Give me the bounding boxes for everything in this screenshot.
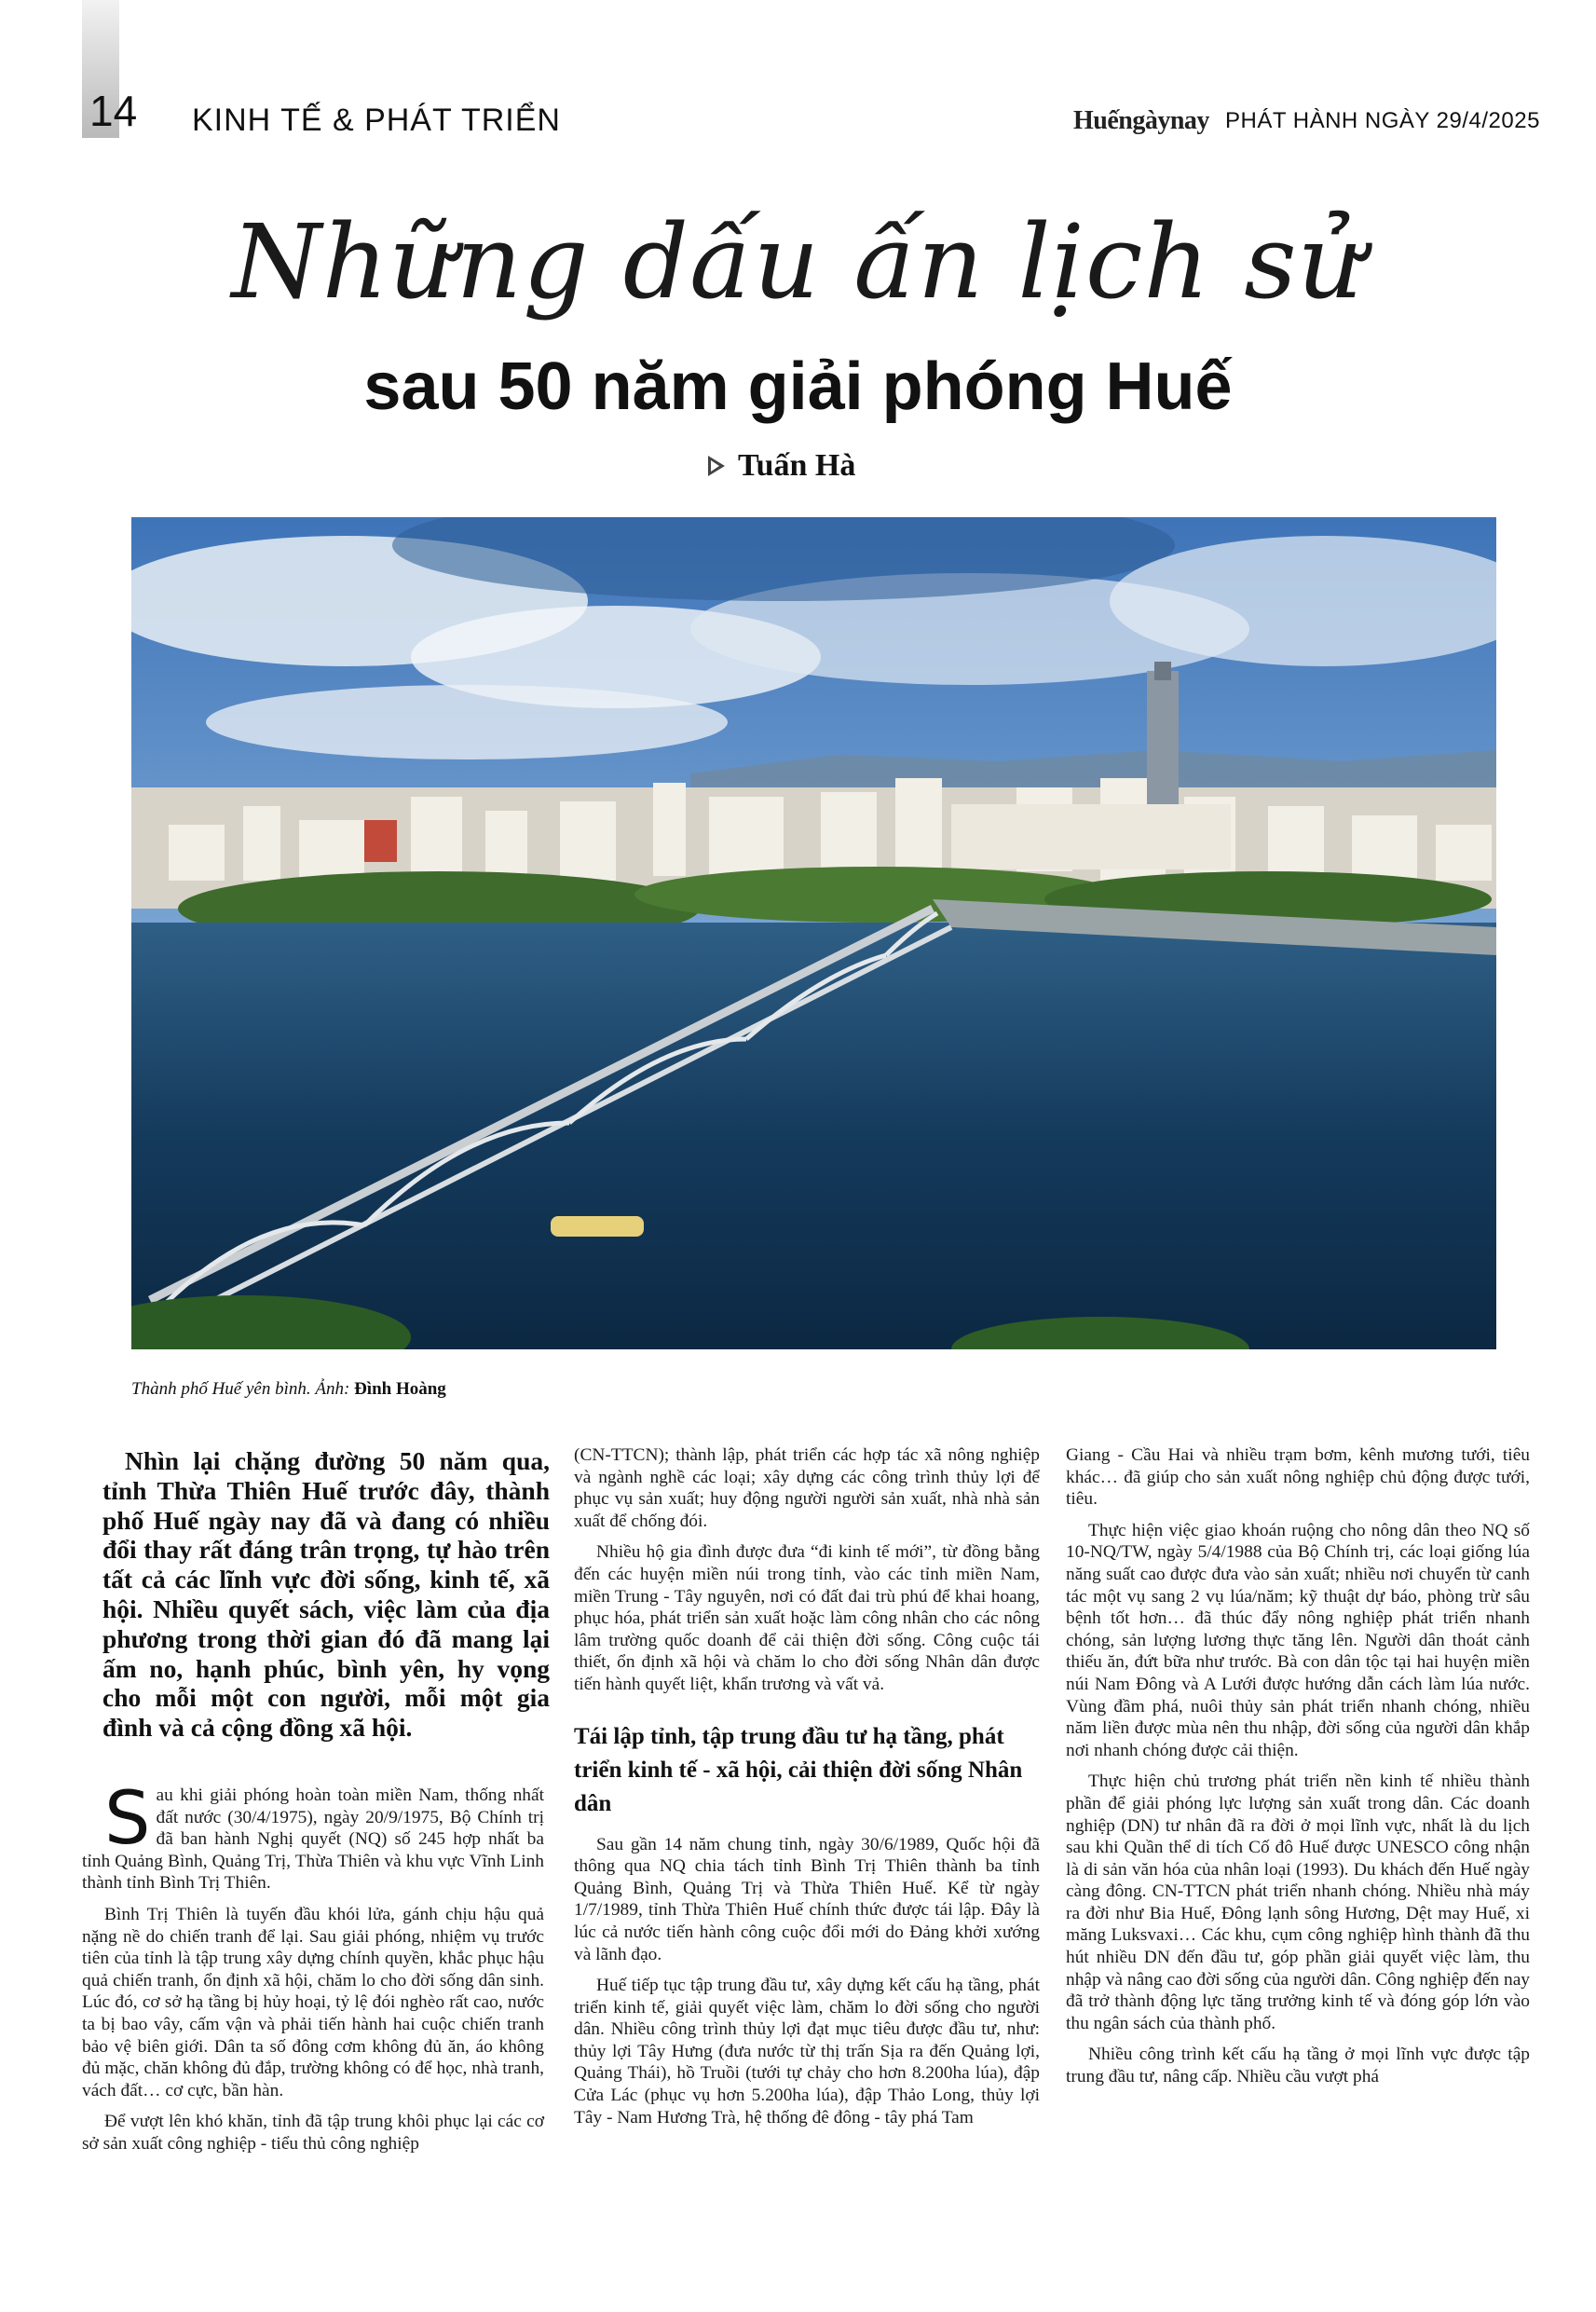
body-paragraph: Thực hiện việc giao khoán ruộng cho nông dân theo NQ số 10-NQ/TW, ngày 5/4/1988 của Bộ Chính trị, các loại giống lúa năng suất cao được đưa vào sản xuất; nhiều nơi chuyển từ canh tác một vụ sang 2 vụ lúa/năm; kỹ thuật dự báo, phòng trừ sâu bệnh tốt hơn… đã thúc đẩy nông nghiệp phát triển nhanh chóng, sản lượng lương thực tăng lên. Người dân thoát cảnh thiếu ăn, đứt bữa như trước. Bà con dân tộc tại hai huyện miền núi Nam Đông và A Lưới được hướng dẫn cách làm lúa nước. Vùng đầm phá, nuôi thủy sản phát triển nhanh chóng, nhiều năm liền được mùa nên thu nhập, đời sống của người dân khắp nơi nhanh chóng được cải thiện. bbox=[1066, 1520, 1530, 1760]
body-paragraph: Huế tiếp tục tập trung đầu tư, xây dựng kết cấu hạ tầng, phát triển kinh tế, giải quyết việc làm, chăm lo đời sống cho người dân. Nhiều công trình thủy lợi đạt mục tiêu được đầu tư, như: thủy lợi Tây Hưng (đưa nước từ thị trấn Sịa ra đến Quảng lợi, Quảng Thái), hồ Truồi (tưới tự chảy cho hơn 8.200ha lúa), đập Cửa Lác (phục vụ hơn 5.200ha lúa), đập Thảo Long, thủy lợi Tây - Nam Hương Trà, hệ thống đê đông - tây phá Tam bbox=[574, 1976, 1040, 2127]
photo-caption bbox=[131, 1379, 446, 1400]
photo-credit: Đình Hoàng bbox=[354, 1379, 446, 1399]
section-title: KINH TẾ & PHÁT TRIỂN bbox=[192, 103, 561, 138]
caption-text: Thành phố Huế yên bình. Ảnh: bbox=[131, 1379, 350, 1399]
byline-arrow-icon bbox=[708, 456, 725, 476]
body-paragraph: Sau gần 14 năm chung tỉnh, ngày 30/6/1989, Quốc hội đã thông qua NQ chia tách tỉnh Bình Trị Thiên thành ba tỉnh Quảng Bình, Quảng Trị và Thừa Thiên Huế. Kể từ ngày 1/7/1989, tỉnh Thừa Thiên Huế chính thức được tái lập. Đây là lúc cả nước tiến hành công cuộc đổi mới do Đảng khởi xướng và lãnh đạo. bbox=[574, 1834, 1040, 1964]
headline-line-2: sau 50 năm giải phóng Huế bbox=[363, 349, 1233, 424]
body-paragraph: (CN-TTCN); thành lập, phát triển các hợp tác xã nông nghiệp và ngành nghề các loại; xây dựng các công trình thủy lợi để phục vụ sản xuất; huy động người người sản xuất, nhà nhà sản xuất để chống đói. bbox=[574, 1445, 1040, 1531]
column-1 bbox=[82, 1777, 544, 2165]
body-paragraph: Sau khi giải phóng hoàn toàn miền Nam, thống nhất đất nước (30/4/1975), ngày 20/9/1975, Bộ Chính trị đã ban hành Nghị quyết (NQ) số 245 hợp nhất ba tỉnh Quảng Bình, Quảng Trị, Thừa Thiên và khu vực Vĩnh Linh thành tỉnh Bình Trị Thiên. bbox=[82, 1777, 544, 1894]
body-paragraph: Thực hiện chủ trương phát triển nền kinh tế nhiều thành phần để giải phóng lực lượng sản xuất trong dân. Các doanh nghiệp (DN) tư nhân đã ra đời ở mọi lĩnh vực, nhất là du lịch sau khi Quần thể di tích Cố đô Huế được UNESCO công nhận là di sản văn hóa của nhân loại (1993). Du khách đến Huế ngày càng đông. CN-TTCN phát triển nhanh chóng. Nhiều nhà máy ra đời như Bia Huế, Đông lạnh sông Hương, Dệt may Huế, xi măng Luksvaxi… Các khu, cụm công nghiệp hình thành đã thu hút nhiều DN đến đầu tư, góp phần giải quyết việc làm, thu nhập và nâng cao đời sống của người dân. Công nghiệp đến nay đã trở thành động lực tăng trưởng kinh tế và đóng góp lớn vào thu ngân sách của thành phố. bbox=[1066, 1772, 1530, 2033]
publication-logo: Huếngàynay bbox=[1073, 106, 1209, 135]
body-paragraph: Bình Trị Thiên là tuyến đầu khói lửa, gánh chịu hậu quả nặng nề do chiến tranh để lại. Sau giải phóng, nhiệm vụ trước tiên của tỉnh là tập trung xây dựng chính quyền, khắc phục hậu quả chiến tranh, ổn định xã hội, chăm lo cho đời sống dân sinh. Lúc đó, cơ sở hạ tầng bị hủy hoại, tỷ lệ đói nghèo rất cao, nước ta bị bao vây, cấm vận và phải tiến hành hai cuộc chiến tranh bảo vệ biên giới. Dân ta số đông cơm không đủ ăn, áo không đủ mặc, chăn không đủ đắp, trường không có để học, nhà tranh, vách đất… cơ cực, bần hàn. bbox=[82, 1904, 544, 2100]
subheading: Tái lập tỉnh, tập trung đầu tư hạ tầng, phát triển kinh tế - xã hội, cải thiện đời sống Nhân dân bbox=[574, 1723, 1023, 1816]
lead-paragraph: Nhìn lại chặng đường 50 năm qua, tỉnh Thừa Thiên Huế trước đây, thành phố Huế ngày nay đã và đang có nhiều đổi thay rất đáng trân trọng, tự hào trên tất cả các lĩnh vực đời sống, kinh tế, xã hội. Nhiều quyết sách, việc làm của địa phương trong thời gian đó đã mang lại ấm no, hạnh phúc, bình yên, hy vọng cho mỗi một con người, mỗi một gia đình và cả cộng đồng xã hội. bbox=[102, 1446, 550, 1743]
body-paragraph: Nhiều công trình kết cấu hạ tầng ở mọi lĩnh vực được tập trung đầu tư, nâng cấp. Nhiều cầu vượt phá bbox=[1066, 2045, 1530, 2087]
drop-cap: S bbox=[104, 1777, 151, 1861]
issue-date: PHÁT HÀNH NGÀY 29/4/2025 bbox=[1225, 108, 1540, 133]
body-paragraph: Để vượt lên khó khăn, tỉnh đã tập trung khôi phục lại các cơ sở sản xuất công nghiệp - tiểu thủ công nghiệp bbox=[82, 2112, 544, 2154]
body-paragraph: Giang - Cầu Hai và nhiều trạm bơm, kênh mương tưới, tiêu khác… đã giúp cho sản xuất nông nghiệp chủ động được tưới, tiêu. bbox=[1066, 1445, 1530, 1510]
hero-photo bbox=[131, 517, 1496, 1349]
page-number: 14 bbox=[89, 87, 138, 135]
byline bbox=[708, 447, 855, 485]
column-2 bbox=[574, 1444, 1040, 2138]
author-name: Tuấn Hà bbox=[738, 448, 856, 483]
headline-line-1: Những dấu ấn lịch sử bbox=[231, 202, 1365, 321]
column-3 bbox=[1066, 1444, 1530, 2098]
body-paragraph: Nhiều hộ gia đình được đưa “đi kinh tế mới”, từ đồng bằng đến các huyện miền núi trong tỉnh, vào các tỉnh miền Nam, miền Trung - Tây nguyên, nơi có đất đai trù phú để khai hoang, phục hóa, phát triển sản xuất hoặc làm công nhân cho các nông lâm trường quốc doanh để cải thiện đời sống. Công cuộc tái thiết, ổn định xã hội và chăm lo cho đời sống Nhân dân được tiến hành quyết liệt, khẩn trương và vất vả. bbox=[574, 1542, 1040, 1694]
